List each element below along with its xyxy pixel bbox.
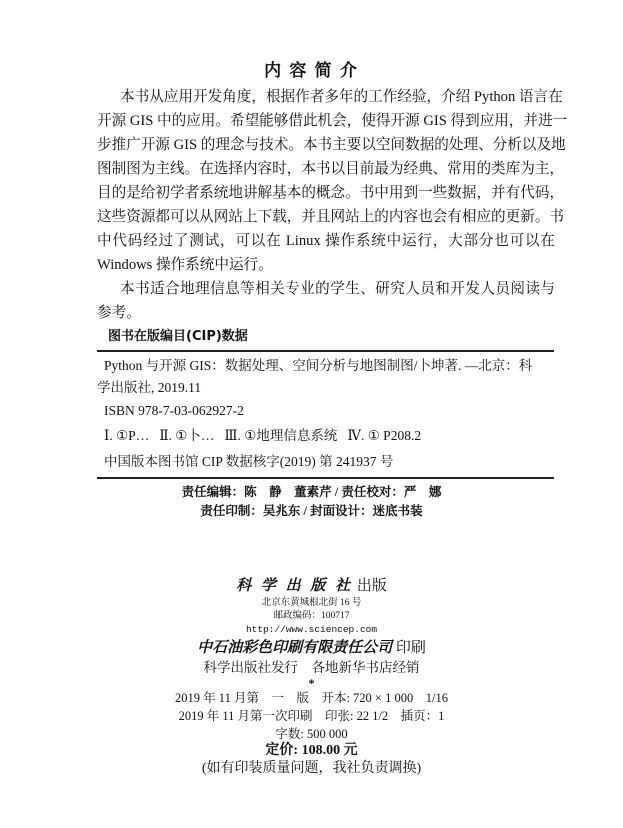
cip-top-rule — [97, 350, 554, 352]
price: 定价: 108.00 元 — [265, 743, 358, 758]
publisher-postcode: 邮政编码：100717 — [273, 611, 350, 621]
printer-role: 印刷 — [395, 640, 426, 656]
summary-line: 图制图为主线。在选择内容时，本书以目前最为经典、常用的类库为主， — [97, 161, 565, 177]
cip-title-cont: 学出版社, 2019.11 — [97, 380, 202, 395]
distribution: 科学出版社发行 各地新华书店经销 — [203, 660, 420, 675]
printer-line — [0, 641, 623, 656]
summary-line: Windows 操作系统中运行。 — [97, 257, 273, 273]
summary-title: 内 容 简 介 — [264, 61, 359, 80]
credits-production: 责任印制：吴兆东 / 封面设计：迷底书装 — [200, 504, 423, 518]
cip-heading: 图书在版编目(CIP)数据 — [108, 329, 248, 344]
quality-notice: (如有印装质量问题，我社负责调换) — [201, 761, 422, 776]
summary-line: 参考。 — [97, 305, 141, 321]
cip-isbn: ISBN 978-7-03-062927-2 — [104, 403, 244, 418]
summary-line: 这些资源都可以从网站上下载，并且网站上的内容也会有相应的更新。书 — [97, 209, 565, 225]
edition-info: 2019 年 11 月第 一 版 开本: 720 × 1 000 1/16 — [175, 691, 448, 705]
cip-classification: Ⅰ. ①P… Ⅱ. ①卜… Ⅲ. ①地理信息系统 Ⅳ. ① P208.2 — [104, 428, 422, 443]
summary-line: 本书从应用开发角度，根据作者多年的工作经验，介绍 Python 语言在 — [120, 89, 563, 105]
publisher-line — [0, 579, 623, 594]
summary-line: 本书适合地理信息等相关专业的学生、研究人员和开发人员阅读与 — [120, 281, 555, 297]
cip-record: 中国版本图书馆 CIP 数据核字(2019) 第 241937 号 — [104, 454, 394, 469]
printer-name: 中石油彩色印刷有限责任公司 — [197, 640, 393, 656]
summary-line: 开源 GIS 中的应用。希望能够借此机会，使得开源 GIS 得到应用，并进一 — [97, 113, 568, 129]
summary-line: 步推广开源 GIS 的理念与技术。本书主要以空间数据的处理、分析以及地 — [97, 137, 566, 153]
publisher-address: 北京东黄城根北街 16 号 — [261, 598, 362, 608]
word-count: 字数: 500 000 — [275, 727, 348, 741]
summary-line: 中代码经过了测试，可以在 Linux 操作系统中运行，大部分也可以在 — [97, 233, 555, 249]
separator-asterisk: * — [308, 676, 315, 690]
credits-editors: 责任编辑：陈 静 董素芹 / 责任校对：严 娜 — [181, 485, 442, 499]
cip-title: Python 与开源 GIS：数据处理、空间分析与地图制图/卜坤著. —北京：科 — [104, 358, 533, 373]
publisher-url: http://www.sciencep.com — [245, 624, 378, 635]
summary-line: 目的是给初学者系统地讲解基本的概念。书中用到一些数据，并有代码， — [97, 185, 565, 201]
publisher-logo-text: 科 学 出 版 社 — [236, 578, 354, 594]
publisher-role: 出版 — [356, 578, 387, 594]
cip-bottom-rule — [97, 477, 554, 479]
printing-info: 2019 年 11 月第一次印刷 印张: 22 1/2 插页：1 — [178, 709, 445, 723]
